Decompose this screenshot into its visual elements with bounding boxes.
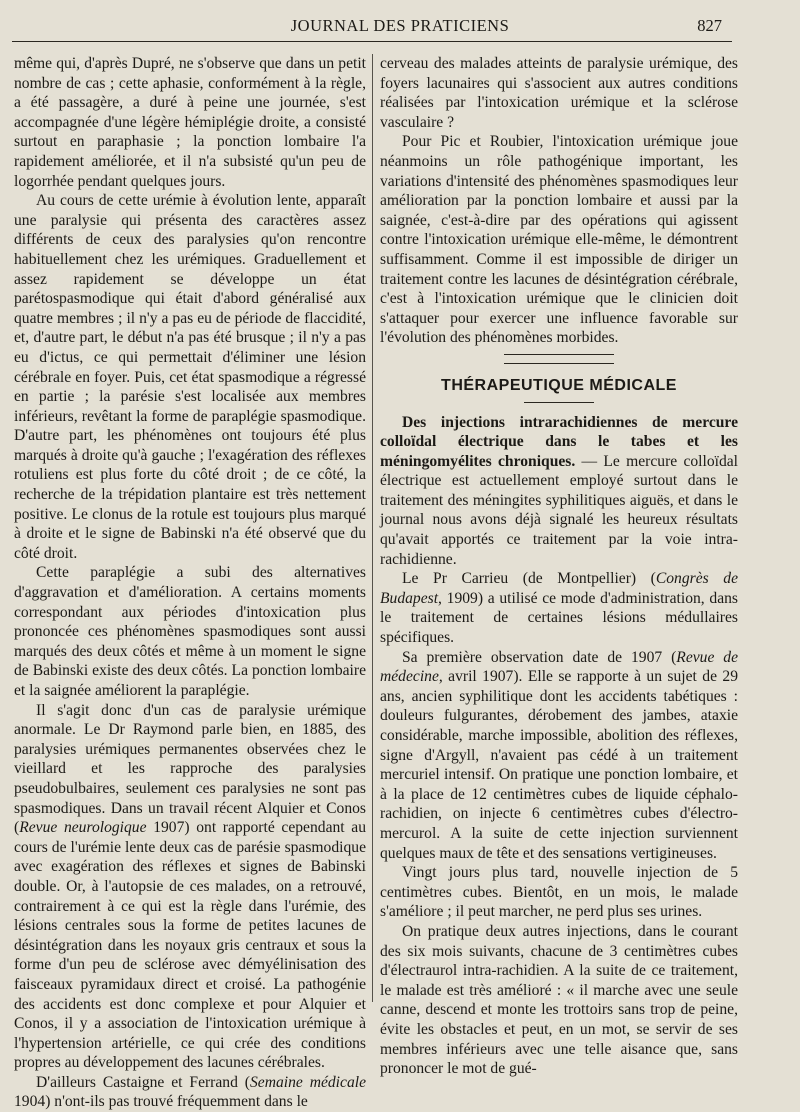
right-p5-text-b: , avril 1907). Elle se rapporte à un sujet de 29 ans, ancien syphilitique dont les accidents tabétiques : douleurs fulgurantes, dérobement des jambes, ataxie considérable, marche impossible, abolition des réflexes, signe d'Argyll, n'avaient pas cédé à un traitement mercuriel intensif. On pratique une ponction lombaire, et à la place de 12 centimètres cubes de liquide céphalo-rachidien, on injecte 6 centimètres cubes d'électro-mercurol. A la suite de cette injection surviennent quelques maux de tête et des sensations vertigineuses. [380, 668, 738, 862]
left-paragraph-2: Au cours de cette urémie à évolution lente, apparaît une paralysie qui présenta des caractères assez différents de ceux des paralysies qu'on rencontre habituellement chez les urémiques. Graduellement et assez rapidement se développe un état parétospasmodique qui était d'abord généralisé aux quatre membres ; il n'y a pas eu de période de flaccidité, et, d'autre part, le début n'a pas été brusque ; il n'y a pas eu d'ictus, ce qui permettait d'éliminer une lésion cérébrale en foyer. Puis, cet état spasmodique a régressé en partie ; la parésie s'est localisée aux membres inférieurs, revêtant la forme de paraplégie spasmodique. D'autre part, les phénomènes ont toujours été plus marqués à droite qu'à gauche ; l'exagération des réflexes rotuliens est plus forte du côté droit ; de ce côté, la recherche de la trépidation plantaire est très nettement positive. Le clonus de la rotule est toujours plus marqué à droite et le signe de Babinski n'a été observé que du côté droit. [14, 192, 366, 562]
page-number: 827 [697, 16, 722, 35]
right-p5-text-a: Sa première observation date de 1907 ( [402, 648, 677, 666]
right-p3-text: — Le mercure colloïdal électrique est actuellement employé surtout dans le traitement des méningites syphilitiques aiguës, et dans le journal nous avons déjà signalé les heureux résultats qu'avait apportés ce traitement par la voie intra-rachidienne. [380, 452, 739, 568]
header-rule [12, 41, 732, 42]
right-paragraph-2: Pour Pic et Roubier, l'intoxication urémique joue néanmoins un rôle pathogénique important, les variations d'intensité des phénomènes spasmodiques leur amélioration par la ponction lombaire et aussi par la saignée, c'est-à-dire par des opérations qui agissent contre l'intoxication urémique elle-même, le démontrent suffisamment. Comme il est impossible de diriger un traitement contre les lacunes de désintégration cérébrale, c'est à l'intoxication urémique que le clinicien doit s'attaquer pour exercer une influence favorable sur l'évolution des phénomènes morbides. [380, 133, 738, 347]
left-p5-text-a: D'ailleurs Castaigne et Ferrand ( [36, 1073, 250, 1091]
journal-title: JOURNAL DES PRATICIENS [290, 16, 510, 35]
right-p5-citation: Revue de médecine [380, 648, 739, 686]
left-paragraph-5 [14, 1073, 366, 1112]
article-title: Des injections intrarachidiennes de mercure colloïdal électrique dans le tabes et les méningomyélites chroniques. [380, 413, 738, 470]
page-header [0, 14, 800, 44]
left-p4-text-b: 1907) ont rapporté cependant au cours de l'urémie lente deux cas de parésie spasmodique avec exagération des réflexes et signes de Babinski double. Or, à l'autopsie de ces malades, on a retrouvé, contrairement à ce qui est la règle dans l'urémie, des lésions centrales sous la forme de petites lacunes de désintégration dans les noyaux gris centraux et sous la forme d'un peu de sclérose avec démyélinisation des faisceaux pyramidaux direct et croisé. La pathogénie des accidents est donc complexe et pour Alquier et Conos, il y a association de l'intoxication urémique à l'hypertension artérielle, ce qui crée des conditions propres au développement des lacunes cérébrales. [14, 819, 366, 1072]
section-rule [524, 402, 594, 403]
right-p4-text-a: Le Pr Carrieu (de Montpellier) ( [402, 570, 656, 588]
left-column [14, 54, 366, 1112]
right-paragraph-7: On pratique deux autres injections, dans le courant des six mois suivants, chacune de 3 centimètres cubes d'électraurol intra-rachidien. A la suite de ce traitement, le malade est très amélioré : « il marche avec une seule canne, descend et monte les trottoirs sans trop de peine, évite les obstacles et peut, en un mot, se servir de ses membres inférieurs avec une telle aisance que, sans prononcer le mot de gué- [380, 922, 738, 1078]
right-paragraph-4 [380, 569, 738, 647]
right-paragraph-5 [380, 648, 738, 864]
left-paragraph-3: Cette paraplégie a subi des alternatives d'aggravation et d'amélioration. A certains moments correspondant aux périodes d'intoxication plus prononcée ces phénomènes spasmodiques sont aussi marqués des deux côtés et même à un moment le signe de Babinski existe des deux côtés. La ponction lombaire et la saignée améliorent la paraplégie. [14, 564, 366, 699]
left-p5-text-b: 1904) n'ont-ils pas trouvé fréquemment dans le [14, 1093, 308, 1111]
left-paragraph-1: même qui, d'après Dupré, ne s'observe que dans un petit nombre de cas ; cette aphasie, conformément à la règle, a été passagère, a duré à peine une journée, s'est accompagnée d'une légère hémiplégie droite, a consisté surtout en paraphasie ; la ponction lombaire l'a rapidement améliorée, et il n'a subsisté qu'un peu de logorrhée pendant quelques jours. [14, 55, 366, 190]
section-ornament [504, 354, 614, 364]
column-divider [372, 54, 373, 1002]
right-paragraph-1: cerveau des malades atteints de paralysie urémique, des foyers lacunaires qui s'associent aux autres conditions réalisées par l'intoxication urémique et la sclérose vasculaire ? [380, 55, 738, 131]
section-title: THÉRAPEUTIQUE MÉDICALE [441, 376, 677, 394]
right-paragraph-6: Vingt jours plus tard, nouvelle injection de 5 centimètres cubes. Bientôt, en un mois, le malade s'améliore ; il peut marcher, ne perd plus ses urines. [380, 864, 738, 921]
right-p4-text-b: , 1909) a utilisé ce mode d'administration, dans le traitement de certaines lésions médullaires spécifiques. [380, 589, 738, 647]
left-p4-citation: Revue neurologique [19, 819, 147, 837]
right-paragraph-3 [380, 413, 738, 570]
left-p4-text-a: Il s'agit donc d'un cas de paralysie urémique anormale. Le Dr Raymond parle bien, en 1885, des paralysies urémiques permanentes observées chez le vieillard et les rapproche des paralysies pseudobulbaires, seulement ces paralysies ne sont pas spasmodiques. Dans un travail récent Alquier et Conos ( [14, 701, 366, 837]
left-p5-citation: Semaine médicale [249, 1073, 366, 1091]
right-column [380, 54, 738, 1079]
right-p4-citation: Congrès de Budapest [380, 570, 739, 607]
left-paragraph-4 [14, 701, 366, 1073]
